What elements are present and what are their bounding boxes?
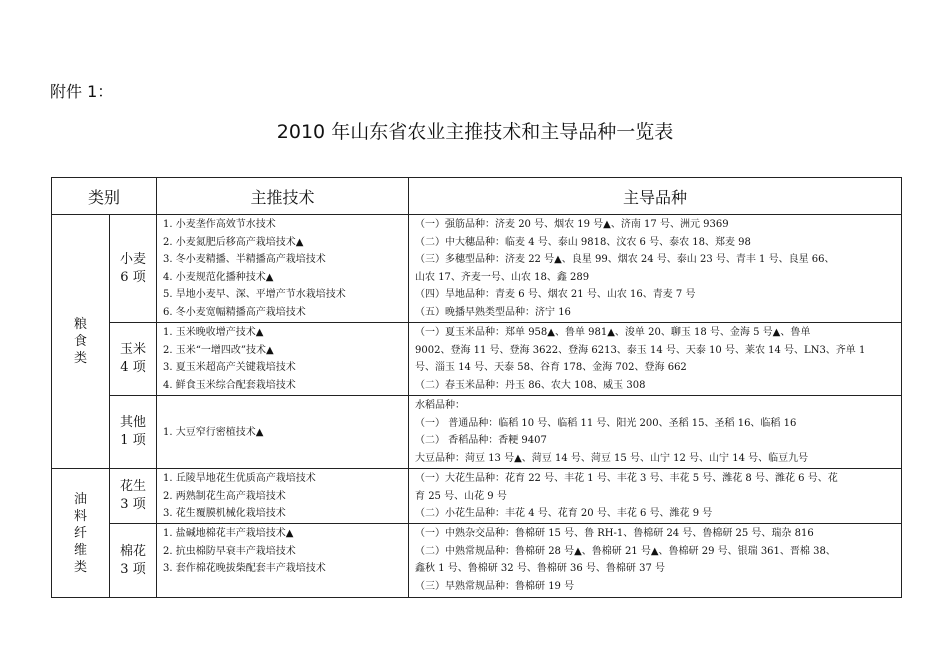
- list-item: （一）大花生品种：花育 22 号、丰花 1 号、丰花 3 号、丰花 5 号、潍花 8 号、潍花 6 号、花: [415, 473, 838, 484]
- list-item: （二）中大穗品种：临麦 4 号、泰山 9818、汶农 6 号、泰农 18、郑麦 98: [415, 236, 751, 248]
- list-item: （四）旱地品种：青麦 6 号、烟农 21 号、山农 16、青麦 7 号: [415, 289, 696, 301]
- category-cell: [52, 469, 110, 598]
- subcategory-count: 3 项: [120, 561, 146, 577]
- category-cell: [52, 215, 110, 469]
- category-label: 油料纤维类: [73, 491, 87, 575]
- technology-list: [157, 215, 409, 323]
- list-item: （二）中熟常规品种：鲁棉研 28 号▲、鲁棉研 21 号▲、鲁棉研 29 号、银瑞 361、晋棉 38、: [415, 545, 836, 557]
- list-item: （一）夏玉米品种：郑单 958▲、鲁单 981▲、浚单 20、聊玉 18 号、金海 5 号▲、鲁单: [415, 327, 811, 338]
- subcategory-count: 6 项: [120, 269, 146, 285]
- list-item: （三）多穗型品种：济麦 22 号▲、良星 99、烟农 24 号、泰山 23 号、青丰 1 号、良星 66、: [415, 254, 835, 266]
- list-item: 3. 夏玉米超高产关键栽培技术: [163, 362, 296, 374]
- list-item: （三）早熟常规品种：鲁棉研 19 号: [415, 580, 575, 592]
- list-item: （一） 普通品种：临稻 10 号、临稻 11 号、阳光 200、圣稻 15、圣稻 16、临稻 16: [415, 417, 797, 429]
- header-varieties: 主导品种: [409, 178, 902, 215]
- variety-list: [409, 215, 902, 323]
- subcategory-cell: [110, 323, 157, 396]
- subcategory-cell: [110, 469, 157, 524]
- list-item: 2. 抗虫棉防早衰丰产栽培技术: [163, 545, 296, 557]
- header-technology: 主推技术: [157, 178, 409, 215]
- subcategory-cell: [110, 215, 157, 323]
- list-item: 2. 两熟制花生高产栽培技术: [163, 490, 286, 502]
- table-row: [52, 469, 902, 524]
- list-item: 9002、登海 11 号、登海 3622、登海 6213、泰玉 14 号、天泰 10 号、莱农 14 号、LN3、齐单 1: [415, 344, 866, 356]
- subcategory-count: 4 项: [120, 360, 146, 375]
- list-item: 3. 套作棉花晚拔柴配套丰产栽培技术: [163, 563, 326, 575]
- subcategory-cell: [110, 396, 157, 469]
- list-item: （一）中熟杂交品种：鲁棉研 15 号、鲁 RH-1、鲁棉研 24 号、鲁棉研 25 号、瑞杂 816: [415, 528, 814, 539]
- list-item: （一）强筋品种：济麦 20 号、烟农 19 号▲、济南 17 号、洲元 9369: [415, 219, 729, 230]
- list-item: 山农 17、齐麦一号、山农 18、鑫 289: [415, 271, 590, 283]
- table-row: [52, 524, 902, 598]
- list-item: （二） 香稻品种：香粳 9407: [415, 435, 547, 447]
- subcategory-name: 玉米: [120, 342, 147, 357]
- list-item: 2. 小麦氮肥后移高产栽培技术▲: [163, 236, 304, 248]
- list-item: 1. 大豆窄行密植技术▲: [163, 426, 264, 438]
- list-item: （二）小花生品种：丰花 4 号、花育 20 号、丰花 6 号、潍花 9 号: [415, 508, 713, 520]
- list-item: 1. 玉米晚收增产技术▲: [163, 327, 264, 338]
- technology-list: [157, 323, 409, 396]
- list-item: 1. 盐碱地棉花丰产栽培技术▲: [163, 528, 294, 539]
- header-category: 类别: [52, 178, 157, 215]
- attachment-label: 附件 1：: [50, 82, 114, 101]
- list-item: 3. 冬小麦精播、半精播高产栽培技术: [163, 254, 326, 266]
- variety-list: [409, 396, 902, 469]
- table-row: [52, 323, 902, 396]
- technology-list: [157, 396, 409, 469]
- list-item: 6. 冬小麦宽幅精播高产栽培技术: [163, 306, 306, 318]
- list-item: 4. 小麦规范化播种技术▲: [163, 271, 274, 283]
- document-title: 2010 年山东省农业主推技术和主导品种一览表: [276, 121, 674, 143]
- category-label: 粮食类: [73, 317, 87, 366]
- crop-table: [51, 177, 902, 598]
- subcategory-cell: [110, 524, 157, 598]
- table-row: [52, 215, 902, 323]
- list-item: 2. 玉米“一增四改”技术▲: [163, 344, 274, 356]
- variety-list: [409, 469, 902, 524]
- subcategory-count: 1 项: [120, 433, 146, 448]
- list-item: 水稻品种：: [415, 400, 466, 411]
- variety-list: [409, 323, 902, 396]
- list-item: 4. 鲜食玉米综合配套栽培技术: [163, 379, 296, 391]
- list-item: （五）晚播早熟类型品种：济宁 16: [415, 306, 571, 318]
- list-item: 5. 旱地小麦早、深、平增产节水栽培技术: [163, 289, 346, 301]
- list-item: 大豆品种：菏豆 13 号▲、菏豆 14 号、菏豆 15 号、山宁 12 号、山宁 14 号、临豆九号: [415, 452, 809, 464]
- subcategory-name: 小麦: [120, 251, 147, 267]
- list-item: 1. 丘陵旱地花生优质高产栽培技术: [163, 473, 316, 484]
- list-item: （二）春玉米品种：丹玉 86、农大 108、威玉 308: [415, 379, 646, 391]
- list-item: 1. 小麦垄作高效节水技术: [163, 219, 276, 230]
- table-row: [52, 396, 902, 469]
- subcategory-name: 棉花: [120, 543, 147, 559]
- variety-list: [409, 524, 902, 598]
- technology-list: [157, 524, 409, 598]
- list-item: 育 25 号、山花 9 号: [415, 490, 507, 502]
- subcategory-name: 花生: [120, 479, 147, 494]
- table-header-row: [52, 178, 902, 215]
- technology-list: [157, 469, 409, 524]
- subcategory-count: 3 项: [120, 497, 146, 512]
- list-item: 号、淄玉 14 号、天泰 58、谷育 178、金海 702、登海 662: [415, 362, 687, 374]
- list-item: 鑫秋 1 号、鲁棉研 32 号、鲁棉研 36 号、鲁棉研 37 号: [415, 563, 665, 575]
- list-item: 3. 花生覆膜机械化栽培技术: [163, 508, 286, 520]
- subcategory-name: 其他: [120, 415, 147, 430]
